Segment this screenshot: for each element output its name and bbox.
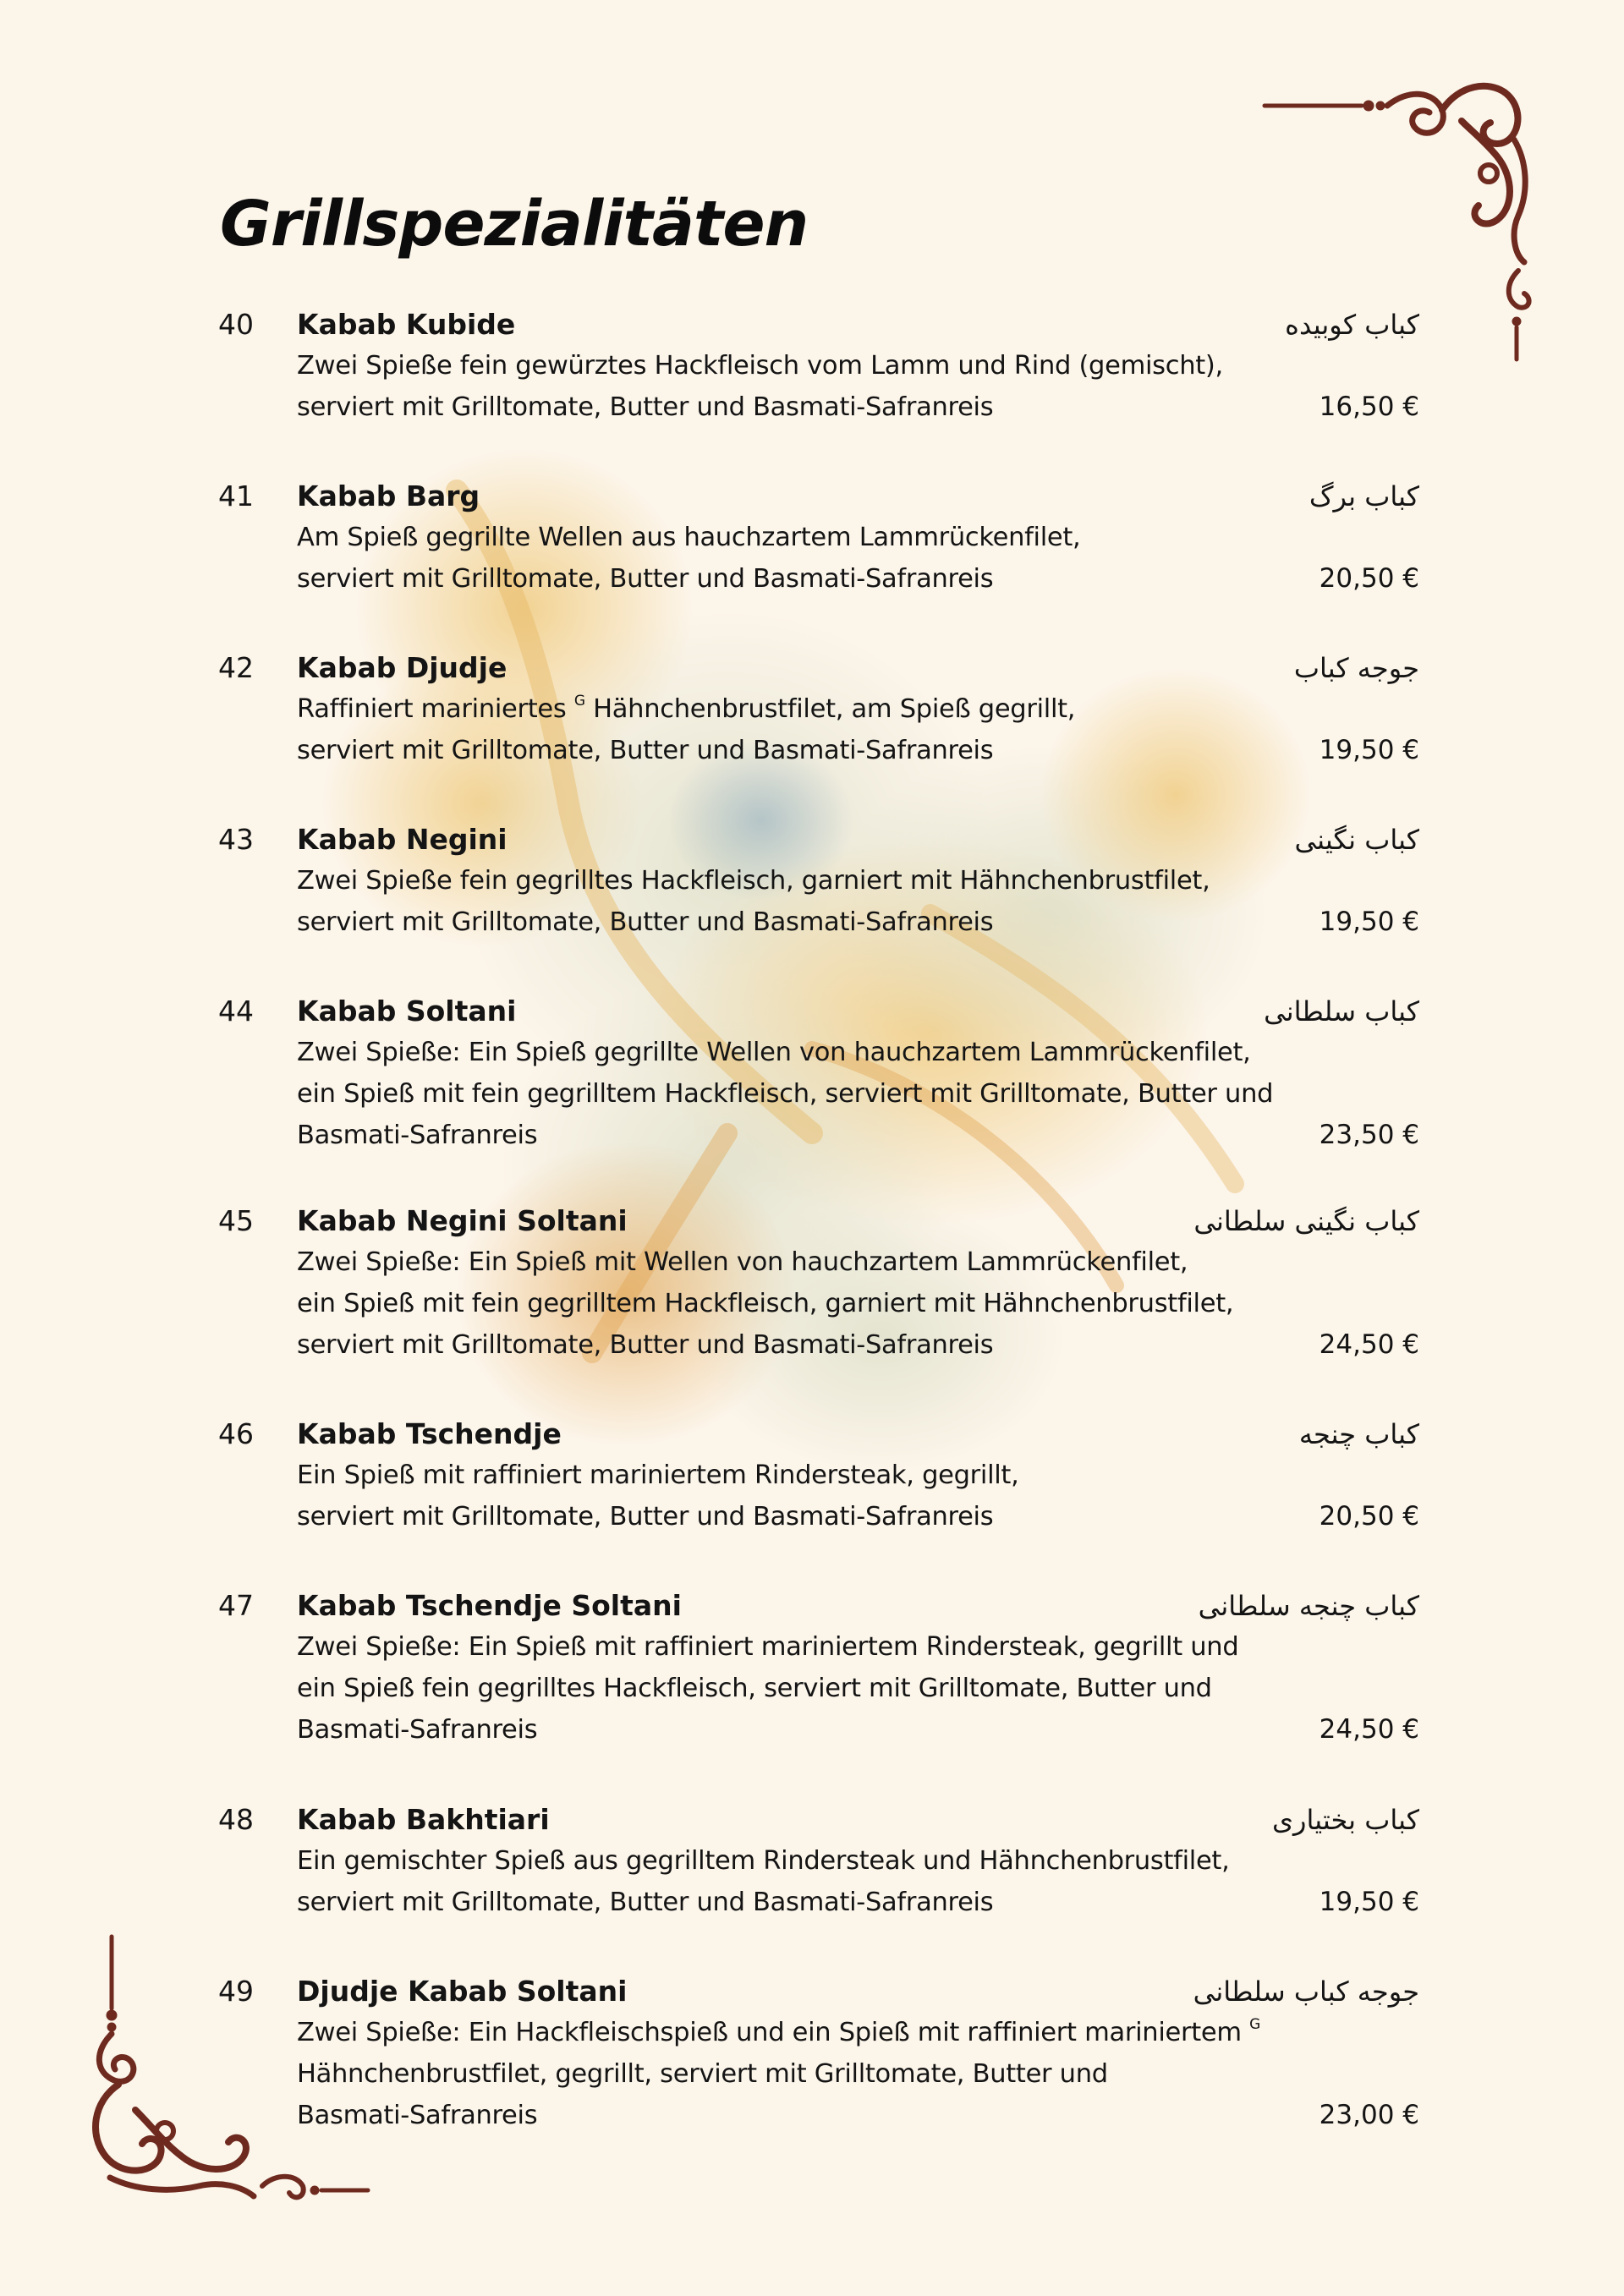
item-price: 20,50 €: [1319, 1501, 1419, 1532]
item-number: 49: [218, 1975, 254, 2008]
item-name: Kabab Kubide: [297, 308, 516, 341]
item-name: Kabab Djudje: [297, 651, 508, 684]
item-description: Zwei Spieße: Ein Spieß gegrillte Wellen von hauchzartem Lammrückenfilet, ein Spieß mit fein gegrilltem Hackfleisch, serviert mit Grilltomate, Butter und Basmati-Safranreis: [297, 1038, 1274, 1150]
item-price: 16,50 €: [1319, 392, 1419, 422]
item-number: 42: [218, 651, 254, 684]
item-price: 23,50 €: [1319, 1120, 1419, 1150]
item-price: 24,50 €: [1319, 1714, 1419, 1745]
item-name: Kabab Negini Soltani: [297, 1204, 628, 1237]
item-description: Am Spieß gegrillte Wellen aus hauchzartem Lammrückenfilet, serviert mit Grilltomate, Butter und Basmati-Safranreis: [297, 523, 1081, 594]
item-price: 19,50 €: [1319, 735, 1419, 765]
item-number: 48: [218, 1803, 254, 1836]
item-name: Kabab Tschendje Soltani: [297, 1589, 682, 1622]
item-description: Zwei Spieße: Ein Hackfleischspieß und ein Spieß mit raffiniert mariniertem $^G$ Hähnchenbrustfilet, gegrillt, serviert mit Grilltomate, Butter und Basmati-Safranreis: [297, 2016, 1261, 2130]
item-description: Zwei Spieße: Ein Spieß mit Wellen von hauchzartem Lammrückenfilet, ein Spieß mit fein gegrilltem Hackfleisch, garniert mit Hähnchenbrustfilet, serviert mit Grilltomate, Butter und Basmati-Safranreis: [297, 1247, 1234, 1360]
item-number: 46: [218, 1417, 254, 1450]
item-number: 41: [218, 479, 254, 512]
item-name-farsi: کباب سلطانی: [1264, 995, 1419, 1027]
item-description: Raffiniert mariniertes $^G$ Hähnchenbrustfilet, am Spieß gegrillt, serviert mit Grilltomate, Butter und Basmati-Safranreis: [297, 693, 1076, 765]
item-name-farsi: کباب بختیاری: [1271, 1804, 1419, 1836]
item-name-farsi: کباب کوبیده: [1285, 309, 1419, 341]
item-description: Zwei Spieße: Ein Spieß mit raffiniert mariniertem Rindersteak, gegrillt und ein Spieß fein gegrilltes Hackfleisch, serviert mit Grilltomate, Butter und Basmati-Safranreis: [297, 1632, 1239, 1745]
item-name: Kabab Soltani: [297, 995, 517, 1027]
item-name-farsi: جوجه کباب: [1293, 652, 1419, 684]
item-number: 44: [218, 995, 254, 1027]
item-number: 43: [218, 823, 254, 856]
item-name: Djudje Kabab Soltani: [297, 1975, 628, 2008]
item-name-farsi: کباب نگینی سلطانی: [1193, 1205, 1419, 1237]
item-name-farsi: کباب چنجه سلطانی: [1198, 1590, 1419, 1622]
item-price: 19,50 €: [1319, 1887, 1419, 1917]
item-price: 20,50 €: [1319, 563, 1419, 594]
item-description: Zwei Spieße fein gegrilltes Hackfleisch, garniert mit Hähnchenbrustfilet, serviert mit Grilltomate, Butter und Basmati-Safranreis: [297, 866, 1210, 937]
item-name: Kabab Negini: [297, 823, 508, 856]
item-number: 47: [218, 1589, 254, 1622]
item-name: Kabab Bakhtiari: [297, 1803, 550, 1836]
item-description: Ein gemischter Spieß aus gegrilltem Rindersteak und Hähnchenbrustfilet, serviert mit Grilltomate, Butter und Basmati-Safranreis: [297, 1846, 1230, 1917]
page-title: Grillspezialitäten: [220, 188, 809, 260]
item-description: Zwei Spieße fein gewürztes Hackfleisch vom Lamm und Rind (gemischt), serviert mit Grilltomate, Butter und Basmati-Safranreis: [297, 351, 1223, 422]
item-name-farsi: کباب نگینی: [1294, 824, 1419, 856]
item-price: 24,50 €: [1319, 1329, 1419, 1360]
persian-painting-illustration: [288, 440, 1353, 1539]
allergen-marker: G: [573, 693, 585, 710]
item-name: Kabab Tschendje: [297, 1417, 562, 1450]
item-name: Kabab Barg: [297, 479, 480, 512]
allergen-marker: G: [1249, 2016, 1261, 2033]
item-name-farsi: کباب برگ: [1309, 480, 1419, 512]
item-number: 45: [218, 1204, 254, 1237]
item-number: 40: [218, 308, 254, 341]
item-price: 19,50 €: [1319, 907, 1419, 937]
item-price: 23,00 €: [1319, 2100, 1419, 2130]
item-description: Ein Spieß mit raffiniert mariniertem Rindersteak, gegrillt, serviert mit Grilltomate, Butter und Basmati-Safranreis: [297, 1460, 1019, 1532]
item-name-farsi: کباب چنجه: [1298, 1418, 1419, 1450]
item-name-farsi: جوجه کباب سلطانی: [1193, 1975, 1419, 2008]
